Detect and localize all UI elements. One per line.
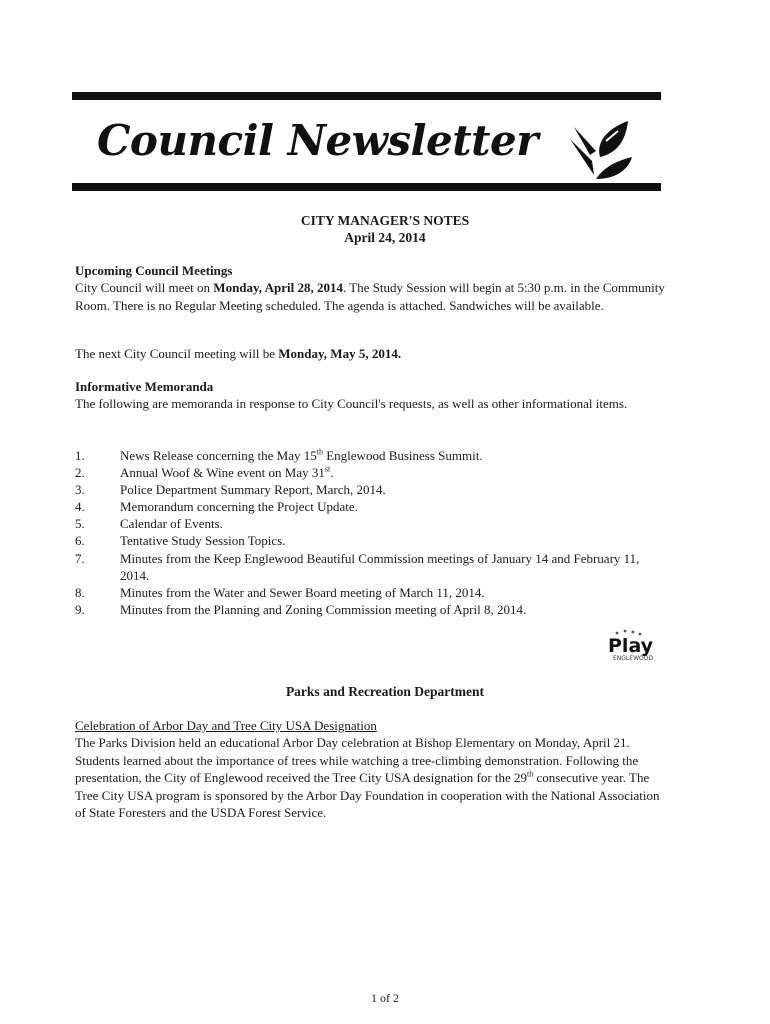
arbor-day-paragraph: The Parks Division held an educational Arbor Day celebration at Bishop Elementary on Monday, April 21. Students learned about the importance of trees while watching a tree-climbing demonstration. Following the presentation, the City of Englewood received the Tree City USA designation for the 29th consecutive year. The Tree City USA program is sponsored by the Arbor Day Foundation in cooperation with the National Association of State Foresters and the USDA Forest Service. xyxy=(75,735,660,820)
list-item: 4. Memorandum concerning the Project Update. xyxy=(75,499,358,515)
page-number: 1 of 2 xyxy=(371,991,399,1005)
parks-section-title: Parks and Recreation Department xyxy=(285,684,485,699)
upcoming-paragraph: City Council will meet on Monday, April 28, 2014. The Study Session will begin at 5:30 p.m. in the Community Room. There is no Regular Meeting scheduled. The agenda is attached. Sandwiches will be available. xyxy=(75,280,665,313)
notes-date: April 24, 2014 xyxy=(344,230,426,245)
masthead-bottom-rule xyxy=(72,183,661,191)
list-item: 2. Annual Woof & Wine event on May 31st. xyxy=(75,464,334,481)
list-item: 3. Police Department Summary Report, March, 2014. xyxy=(75,482,386,498)
play-logo-subtext: ENGLEWOOD xyxy=(613,655,654,662)
memoranda-list xyxy=(75,447,665,618)
leaf-emblem-icon xyxy=(566,117,636,181)
notes-title: CITY MANAGER'S NOTES xyxy=(300,213,470,228)
next-meeting-paragraph: The next City Council meeting will be Monday, May 5, 2014. xyxy=(75,346,402,361)
list-item: 6. Tentative Study Session Topics. xyxy=(75,533,286,549)
newsletter-title: Council Newsletter xyxy=(97,116,538,165)
masthead-top-rule xyxy=(72,92,661,100)
list-item: 8. Minutes from the Water and Sewer Board meeting of March 11, 2014. xyxy=(75,584,485,600)
list-item: 5. Calendar of Events. xyxy=(75,516,223,532)
arbor-day-subheading: Celebration of Arbor Day and Tree City USA Designation xyxy=(75,718,377,733)
play-logo-text: Play xyxy=(608,635,654,657)
list-item: 1. News Release concerning the May 15th Englewood Business Summit. xyxy=(75,447,483,463)
upcoming-heading: Upcoming Council Meetings xyxy=(75,263,233,278)
play-englewood-logo xyxy=(605,628,661,662)
list-item: 9. Minutes from the Planning and Zoning Commission meeting of April 8, 2014. xyxy=(75,601,527,617)
list-item: 7. Minutes from the Keep Englewood Beautiful Commission meetings of January 14 and February 11, 2014. xyxy=(75,550,640,583)
memoranda-intro: The following are memoranda in response to City Council's requests, as well as other informational items. xyxy=(75,396,628,411)
memoranda-heading: Informative Memoranda xyxy=(75,379,214,394)
